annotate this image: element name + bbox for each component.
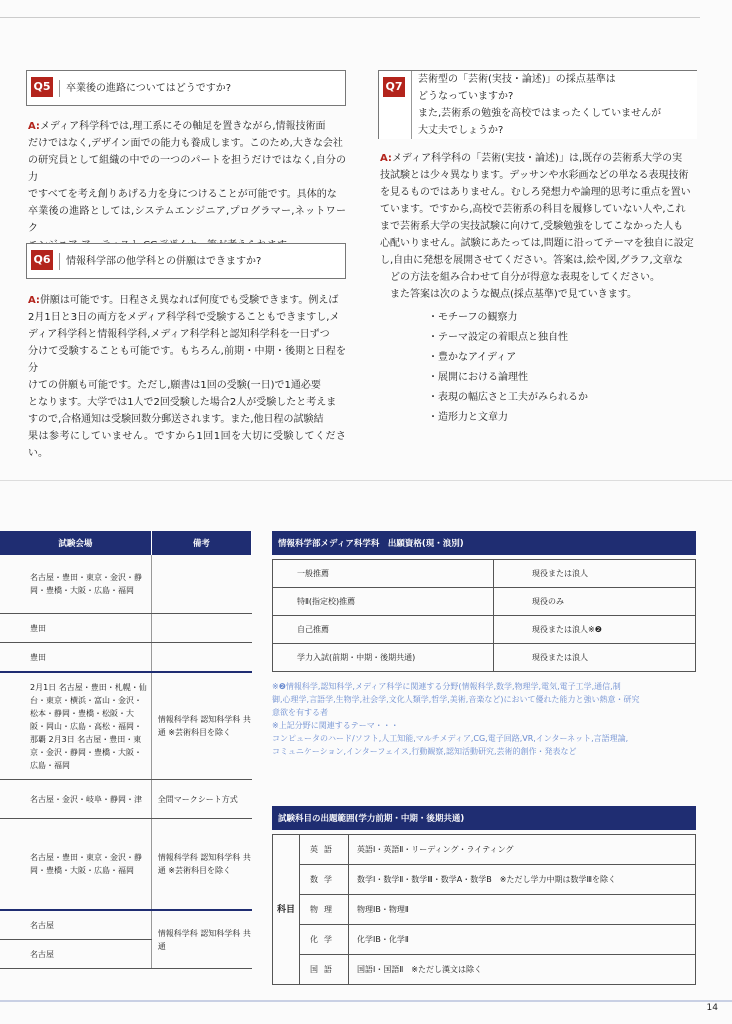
answer-line: けての併願も可能です。ただし,願書は1回の受験(一日)で1通必要 xyxy=(28,380,321,391)
subjects-panel xyxy=(272,806,696,985)
q7-answer xyxy=(380,150,698,303)
type-cell: 特Ⅱ(指定校)推薦 xyxy=(273,588,494,616)
q6-tag: Q6 xyxy=(31,250,53,270)
answer-line: メディア科学科では,理工系にその軸足を置きながら,情報技術面 xyxy=(39,121,326,132)
subjects-title: 試験科目の出題範囲(学力前期・中期・後期共通) xyxy=(272,806,696,830)
range-cell: 英語Ⅰ・英語Ⅱ・リーディング・ライティング xyxy=(349,835,696,865)
range-cell: 国語Ⅰ・国語Ⅱ ※ただし漢文は除く xyxy=(349,955,696,985)
venue-cell: 名古屋 xyxy=(0,940,151,969)
note-cell: 情報科学科 認知科学科 共通 ※芸術科目を除く xyxy=(151,672,251,780)
question-line: また,芸術系の勉強を高校ではまったくしていませんが xyxy=(418,108,662,119)
answer-line: 心配いりません。試験にあたっては,問題に沿ってテーマを独自に設定 xyxy=(380,238,694,249)
answer-line: ですべてを考え創りあげる力を身につけることが可能です。具体的な xyxy=(28,189,337,200)
answer-line: を見るものではありません。むしろ発想力や論理的思考に重点を置い xyxy=(380,187,691,198)
note-line: コミュニケーション,インターフェイス,行動観察,認知活動研究,芸術的創作・発表など xyxy=(272,747,577,756)
table-row xyxy=(273,616,696,644)
table-row xyxy=(0,819,252,911)
answer-line: ています。ですから,高校で芸術系の科目を履修していない人や,これ xyxy=(380,204,686,215)
table-row xyxy=(0,555,252,614)
criteria-item: ・展開における論理性 xyxy=(428,372,528,383)
type-cell: 一般推薦 xyxy=(273,560,494,588)
table-row xyxy=(273,865,696,895)
type-cell: 自己推薦 xyxy=(273,616,494,644)
section-divider xyxy=(0,480,732,481)
table-row xyxy=(273,644,696,672)
answer-line: どの方法を組み合わせて自分が得意な表現をしてください。 xyxy=(390,272,660,283)
criteria-item: ・表現の幅広さと工夫がみられるか xyxy=(428,392,588,403)
qualification-panel xyxy=(272,531,696,758)
table-row xyxy=(273,588,696,616)
answer-line: また答案は次のような観点(採点基準)で見ていきます。 xyxy=(390,289,638,300)
table-row xyxy=(0,672,252,780)
status-cell: 現役または浪人 xyxy=(494,560,696,588)
table-row xyxy=(273,925,696,955)
subject-cell: 数学 xyxy=(300,865,349,895)
subjects-side-label: 科目 xyxy=(273,835,300,985)
status-cell: 現役または浪人※❷ xyxy=(494,616,696,644)
q7-question-box xyxy=(378,70,697,139)
venue-cell: 名古屋・金沢・岐阜・静岡・津 xyxy=(0,780,151,819)
q7-question xyxy=(411,71,661,139)
table-row xyxy=(273,895,696,925)
range-cell: 数学Ⅰ・数学Ⅱ・数学Ⅲ・数学A・数学B ※ただし学力中期は数学Ⅲを除く xyxy=(349,865,696,895)
range-cell: 物理ⅠB・物理Ⅱ xyxy=(349,895,696,925)
q5-tag: Q5 xyxy=(31,77,53,97)
answer-line: すので,合格通知は受験回数分郵送されます。また,他日程の試験結 xyxy=(28,414,324,425)
table-row xyxy=(0,780,252,819)
note-cell: 全問マークシート方式 xyxy=(151,780,251,819)
note-line: 御,心理学,言語学,生物学,社会学,文化人類学,哲学,美術,音楽など)において優れた能力と強い熱意・研究 xyxy=(272,695,640,704)
q6-question-box xyxy=(26,243,346,279)
answer-line: 卒業後の進路としては,システムエンジニア,プログラマー,ネットワーク xyxy=(28,206,346,234)
venue-cell: 名古屋・豊田・東京・金沢・静岡・豊橋・大阪・広島・福岡 xyxy=(0,819,151,911)
qualification-table xyxy=(272,559,696,672)
table-row xyxy=(273,835,696,865)
criteria-item: ・造形力と文章力 xyxy=(428,412,508,423)
venue-cell: 名古屋 xyxy=(0,910,151,940)
note-cell xyxy=(151,555,251,614)
answer-line: まで芸術系大学の実技試験に向けて,受験勉強をしてこなかった人も xyxy=(380,221,684,232)
answer-line: し,自由に発想を展開させてください。答案は,絵や図,グラフ,文章な xyxy=(380,255,683,266)
venue-cell: 2月1日 名古屋・豊田・札幌・仙台・東京・横浜・富山・金沢・松本・静岡・豊橋・松阪・大阪・岡山・広島・高松・福岡・那覇 2月3日 名古屋・豊田・東京・金沢・静岡・豊橋・大阪・広島・福岡 xyxy=(0,672,151,780)
table-row xyxy=(0,614,252,643)
q7-tag: Q7 xyxy=(383,77,405,97)
qualification-title: 情報科学部メディア科学科 出願資格(現・浪別) xyxy=(272,531,696,555)
venue-cell: 豊田 xyxy=(0,643,151,673)
page-number: 14 xyxy=(706,1003,718,1013)
q5-answer-prefix: A: xyxy=(28,121,40,132)
venue-table-header xyxy=(0,531,252,555)
answer-line: となります。大学では1人で2回受験した場合2人が受験したと考えま xyxy=(28,397,337,408)
question-line: どうなっていますか? xyxy=(418,91,514,102)
grading-criteria-list xyxy=(428,308,588,428)
venue-table xyxy=(0,531,252,969)
header-venue: 試験会場 xyxy=(0,531,151,555)
question-line: 大丈夫でしょうか? xyxy=(418,125,504,136)
top-rule xyxy=(0,17,700,18)
answer-line: 併願は可能です。日程さえ異なれば何度でも受験できます。例えば xyxy=(39,295,339,306)
status-cell: 現役のみ xyxy=(494,588,696,616)
criteria-item: ・豊かなアイディア xyxy=(428,352,517,363)
answer-line: 技試験とは少々異なります。デッサンや水彩画などの単なる表現技術 xyxy=(380,170,689,181)
type-cell: 学力入試(前期・中期・後期共通) xyxy=(273,644,494,672)
q6-question: 情報科学部の他学科との併願はできますか? xyxy=(59,253,261,270)
q7-answer-prefix: A: xyxy=(380,153,392,164)
q5-question: 卒業後の進路についてはどうですか? xyxy=(59,80,231,97)
answer-line: ディア科学科と情報科学科,メディア科学科と認知科学科を一日ずつ xyxy=(28,329,330,340)
note-cell xyxy=(151,643,251,673)
answer-line: だけではなく,デザイン面での能力も養成します。このため,大きな会社 xyxy=(28,138,343,149)
answer-line: メディア科学科の「芸術(実技・論述)」は,既存の芸術系大学の実 xyxy=(391,153,683,164)
question-line: 芸術型の「芸術(実技・論述)」の採点基準は xyxy=(418,74,616,85)
answer-line: 果は参考にしていません。ですから1回1回を大切に受験してください。 xyxy=(28,431,346,459)
note-cell: 情報科学科 認知科学科 共通 ※芸術科目を除く xyxy=(151,819,251,911)
note-line: 意欲を有する者 xyxy=(272,708,328,717)
venue-cell: 豊田 xyxy=(0,614,151,643)
footer-rule xyxy=(0,1000,732,1002)
status-cell: 現役または浪人 xyxy=(494,644,696,672)
subject-cell: 化学 xyxy=(300,925,349,955)
criteria-item: ・モチーフの観察力 xyxy=(428,312,518,323)
table-row xyxy=(273,955,696,985)
table-row xyxy=(0,643,252,673)
subject-cell: 英語 xyxy=(300,835,349,865)
criteria-item: ・テーマ設定の着眼点と独自性 xyxy=(428,332,568,343)
answer-line: 分けて受験することも可能です。もちろん,前期・中期・後期と日程を分 xyxy=(28,346,346,374)
qualification-notes xyxy=(272,680,696,758)
note-line: ※上記分野に関連するテーマ・・・ xyxy=(272,721,399,730)
venue-cell: 名古屋・豊田・東京・金沢・静岡・豊橋・大阪・広島・福岡 xyxy=(0,555,151,614)
answer-line: 2月1日と3日の両方をメディア科学科で受験することもできますし,メ xyxy=(28,312,340,323)
note-cell xyxy=(151,614,251,643)
header-note: 備考 xyxy=(151,531,251,555)
q6-answer-prefix: A: xyxy=(28,295,40,306)
note-cell: 情報科学科 認知科学科 共通 xyxy=(151,910,251,969)
table-row xyxy=(273,560,696,588)
range-cell: 化学ⅠB・化学Ⅱ xyxy=(349,925,696,955)
note-line: コンピュータのハード/ソフト,人工知能,マルチメディア,CG,電子回路,VR,インターネット,言語理論, xyxy=(272,734,629,743)
q6-answer xyxy=(28,292,346,462)
q5-answer xyxy=(28,118,346,254)
note-line: ※❷情報科学,認知科学,メディア科学に関連する分野(情報科学,数学,物理学,電気,電子工学,通信,制 xyxy=(272,682,621,691)
subject-cell: 物理 xyxy=(300,895,349,925)
subject-cell: 国語 xyxy=(300,955,349,985)
answer-line: の研究員として組織の中での一つのパートを担うだけではなく,自分の力 xyxy=(28,155,346,183)
q5-question-box xyxy=(26,70,346,106)
table-row xyxy=(0,910,252,940)
subjects-table xyxy=(272,834,696,985)
